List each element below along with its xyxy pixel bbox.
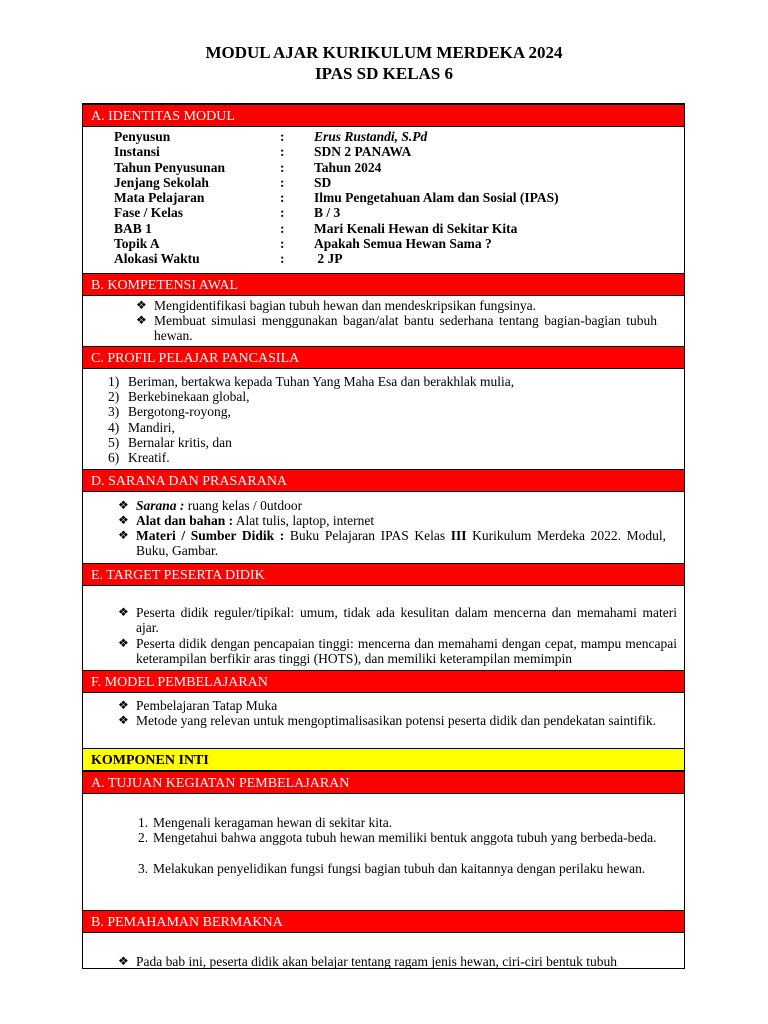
list-item: ❖ Sarana : ruang kelas / 0utdoor — [118, 498, 303, 513]
list-item: ❖ Pada bab ini, peserta didik akan belajar tentang ragam jenis hewan, ciri-ciri bentuk tubuh — [118, 954, 617, 969]
section-title: E. TARGET PESERTA DIDIK — [91, 568, 265, 583]
hollow-diamond-bullet-icon: ❖ — [136, 313, 147, 327]
section-header-target — [83, 563, 684, 586]
list-item: ❖ Peserta didik dengan pencapaian tinggi: mencerna dan memahami dengan cepat, mampu mencapai keterampilan berfikir aras tinggi (HOTS), dan memiliki keterampilan memimpin — [118, 636, 677, 667]
list-item: 2. Mengetahui bahwa anggota tubuh hewan memiliki bentuk anggota tubuh yang berbeda-beda. — [138, 830, 657, 845]
section-header-kompetensi — [83, 273, 684, 296]
section-header-sarana — [83, 469, 684, 492]
section-header-pemahaman — [83, 910, 684, 933]
section-title: B. PEMAHAMAN BERMAKNA — [91, 915, 283, 930]
hollow-diamond-bullet-icon: ❖ — [136, 298, 147, 312]
list-item: ❖ Alat dan bahan : Alat tulis, laptop, internet — [118, 513, 375, 528]
list-item: 6) Kreatif. — [108, 450, 170, 465]
section-title: C. PROFIL PELAJAR PANCASILA — [91, 351, 300, 366]
section-header-tujuan — [83, 771, 684, 794]
section-header-identitas — [83, 104, 684, 127]
list-item: ❖ Mengidentifikasi bagian tubuh hewan dan mendeskripsikan fungsinya. — [136, 298, 537, 313]
list-item: ❖ Materi / Sumber Didik : Buku Pelajaran IPAS Kelas III Kurikulum Merdeka 2022. Modul, Buku, Gambar. — [118, 528, 666, 559]
section-title: D. SARANA DAN PRASARANA — [91, 474, 288, 489]
list-item: ❖ Metode yang relevan untuk mengoptimalisasikan potensi peserta didik dan pendekatan saintifik. — [118, 713, 656, 728]
hollow-diamond-bullet-icon: ❖ — [118, 954, 129, 968]
list-item: ❖ Membuat simulasi menggunakan bagan/alat bantu sederhana tentang bagian-bagian tubuh hewan. — [136, 313, 657, 344]
solid-diamond-bullet-icon: ❖ — [118, 636, 129, 650]
document-title: MODUL AJAR KURIKULUM MERDEKA 2024 — [205, 43, 563, 62]
list-item: 1) Beriman, bertakwa kepada Tuhan Yang Maha Esa dan berakhlak mulia, — [108, 374, 515, 389]
section-header-model — [83, 670, 684, 693]
section-title: A. TUJUAN KEGIATAN PEMBELAJARAN — [91, 776, 350, 791]
section-title: F. MODEL PEMBELAJARAN — [91, 675, 268, 690]
solid-diamond-bullet-icon: ❖ — [118, 498, 129, 512]
list-item: ❖ Peserta didik reguler/tipikal: umum, tidak ada kesulitan dalam mencerna dan memahami materi ajar. — [118, 605, 677, 636]
section-title: KOMPONEN INTI — [91, 753, 209, 768]
solid-diamond-bullet-icon: ❖ — [118, 605, 129, 619]
list-item: 1. Mengenali keragaman hewan di sekitar kita. — [138, 815, 393, 830]
solid-diamond-bullet-icon: ❖ — [118, 698, 129, 712]
list-item: 3) Bergotong-royong, — [108, 404, 231, 419]
solid-diamond-bullet-icon: ❖ — [118, 713, 129, 727]
solid-diamond-bullet-icon: ❖ — [118, 513, 129, 527]
solid-diamond-bullet-icon: ❖ — [118, 528, 129, 542]
list-item: 4) Mandiri, — [108, 420, 175, 435]
module-table: A. IDENTITAS MODUL Penyusun : Erus Rustandi, S.Pd Instansi : SDN 2 PANAWA Tahun Penyusunan : Tahun 2024 Jenjang Sekolah : SD Mata Pelajaran : Ilmu Pengetahuan Alam dan Sosial (IPAS) Fase / Kelas : B / 3 BAB 1 : Mari Kenali Hewan di Sekitar Kita Topik A : Apakah Semua Hewan Sama ? Alokasi Waktu : 2 JP B. KOMPETENSI AWAL ❖ Mengidentifikasi bagian tubuh hewan dan mendeskripsikan fungsinya. ❖ Membuat simulasi menggunakan bagan/alat bantu sederhana tentang bagian-bagian tubuh hewan. C. PROFIL PELAJAR PANCASILA 1) Beriman, bertakwa kepada Tuhan Yang Maha Esa dan berakhlak mulia, 2) Berkebinekaan global, 3) Bergotong-royong, 4) Mandiri, 5) Bernalar kritis, dan 6) Kreatif. D. SARANA DAN PRASARANA ❖ Sarana : ruang kelas / 0utdoor ❖ Alat dan bahan : Alat tulis, laptop, internet ❖ Materi / Sumber Didik : Buku Pelajaran IPAS Kelas III Kurikulum Merdeka 2022. Modul, Buku, Gambar. E. TARGET PESERTA DIDIK ❖ Peserta didik reguler/tipikal: umum, tidak ada kesulitan dalam mencerna dan memahami materi ajar. ❖ Peserta didik dengan pencapaian tinggi: mencerna dan memahami dengan cepat, mampu mencapai keterampilan berfikir aras tinggi (HOTS), dan memiliki keterampilan memimpin F. MODEL PEMBELAJARAN ❖ Pembelajaran Tatap Muka ❖ Metode yang relevan untuk mengoptimalisasikan potensi peserta didik dan pendekatan saintifik. KOMPONEN INTI A. TUJUAN KEGIATAN PEMBELAJARAN 1. Mengenali keragaman hewan di sekitar kita. 2. Mengetahui bahwa anggota tubuh hewan memiliki bentuk anggota tubuh yang berbeda-beda. 3. Melakukan penyelidikan fungsi fungsi bagian tubuh dan kaitannya dengan perilaku hewan. B. PEMAHAMAN BERMAKNA ❖ Pada bab ini, peserta didik akan belajar tentang ragam jenis hewan, ciri-ciri bentuk tubuh — [82, 103, 685, 969]
list-item: 3. Melakukan penyelidikan fungsi fungsi bagian tubuh dan kaitannya dengan perilaku hewan. — [138, 861, 646, 876]
list-item: 2) Berkebinekaan global, — [108, 389, 250, 404]
section-header-komponen-inti — [83, 748, 684, 771]
section-title: A. IDENTITAS MODUL — [91, 109, 235, 124]
section-header-profil — [83, 346, 684, 369]
section-title: B. KOMPETENSI AWAL — [91, 278, 239, 293]
document-subtitle: IPAS SD KELAS 6 — [314, 64, 454, 83]
list-item: ❖ Pembelajaran Tatap Muka — [118, 698, 278, 713]
list-item: 5) Bernalar kritis, dan — [108, 435, 232, 450]
